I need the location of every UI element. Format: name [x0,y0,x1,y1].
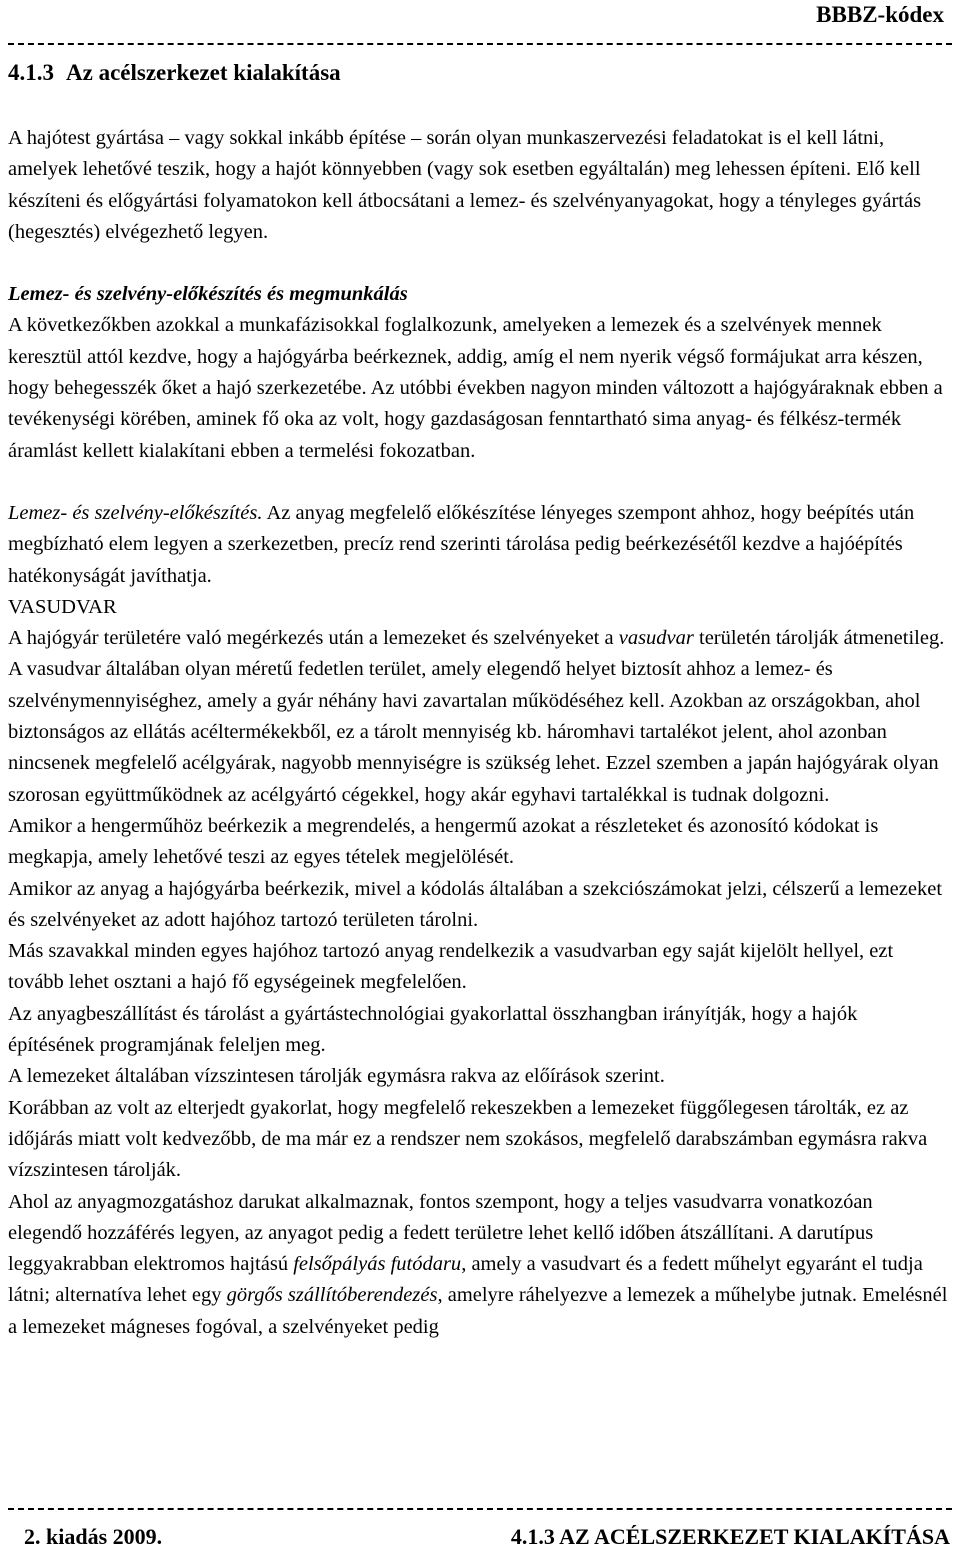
paragraph-delivery: Az anyagbeszállítást és tárolást a gyártástechnológiai gyakorlattal összhangban irányítják, hogy a hajók építésének programjának feleljen meg. [8,1002,858,1057]
section-number: 4.1.3 [8,60,54,85]
footer-edition: 2. kiadás 2009. [24,1524,163,1549]
vasudvar-heading: VASUDVAR [8,595,117,618]
section-title-text: Az acélszerkezet kialakítása [66,60,341,85]
paragraph-history: Korábban az volt az elterjedt gyakorlat, hogy megfelelő rekeszekben a lemezeket függőlegesen tárolták, ez az időjárás miatt volt kedvezőbb, de ma már ez a rendszer nem szokásos, megfelelő darabszámban egymásra rakva vízszintesen tárolják. [8,1096,928,1182]
subheading-prep [8,279,948,310]
term-vasudvar: vasudvar [618,627,694,650]
paragraph-location: Más szavakkal minden egyes hajóhoz tartozó anyag rendelkezik a vasudvarban egy saját kijelölt hellyel, ezt tovább lehet osztani a hajó fő egységeinek megfelelően. [8,940,894,994]
paragraph-stacking: A lemezeket általában vízszintesen tárolják egymásra rakva az előírások szerint. [8,1065,665,1088]
paragraph-intro: A hajótest gyártása – vagy sokkal inkább építése – során olyan munkaszervezési feladatokat is el kell látni, amelyek lehetővé teszik, hogy a hajót könnyebben (vagy sok esetben egyáltalán) meg lehessen építeni. Elő kell készíteni és előgyártási folyamatokon kell átbocsátani a lemez- és szelvényanyagokat, hogy a tényleges gyártás (hegesztés) elvégezhető legyen. [8,127,922,243]
footer-section-ref: 4.1.3 AZ ACÉLSZERKEZET KIALAKÍTÁSA [510,1524,950,1549]
paragraph-arrival: Amikor az anyag a hajógyárba beérkezik, mivel a kódolás általában a szekciószámokat jelzi, célszerű a lemezeket és szelvényeket az adott hajóhoz tartozó területen tárolni. [8,877,943,931]
term-crane: felsőpályás futódaru [293,1253,462,1276]
paragraph-prep-detail [8,498,948,592]
paragraph-cranes-a: Ahol az anyagmozgatáshoz darukat alkalmaznak, fontos szempont, hogy a teljes vasudvarra vonatkozóan elegendő hozzáférés legyen, az anyagot pedig a fedett területre lehet kellő időben átszállítani. A darutípus leggyakrabban elektromos hajtású [8,1190,874,1276]
paragraph-cranes [8,1187,948,1343]
section-title [8,60,341,86]
paragraph-cranes-b: , amely a vasudvart és a fedett műhelyt egyaránt el tudja látni; alternatíva lehet egy [8,1253,923,1307]
paragraph-vasudvar-a: A hajógyár területére való megérkezés után a lemezeket és szelvényeket a [8,627,619,650]
document-code: BBBZ-kódex [816,2,944,27]
paragraph-order: Amikor a hengerműhöz beérkezik a megrendelés, a hengermű azokat a részleteket és azonosító kódokat is megkapja, amely lehetővé teszi az egyes tételek megjelölését. [8,814,879,869]
paragraph-prep-detail-text: Az anyag megfelelő előkészítése lényeges szempont ahhoz, hogy beépítés után megbízható elem legyen a szerkezetben, precíz rend szerinti tárolása pedig beérkezésétől kezdve a hajóépítés hatékonyságát javíthatja. [8,501,915,587]
paragraph-prep: A következőkben azokkal a munkafázisokkal foglalkozunk, amelyeken a lemezek és a szelvények mennek keresztül attól kezdve, hogy a hajógyárba beérkeznek, addig, amíg el nem nyerik végső formájukat arra készen, hogy behegesszék őket a hajó szerkezetébe. Az utóbbi években nagyon minden változott a hajógyáraknak ebben a tevékenységi körében, aminek fő oka az volt, hogy gazdaságosan fenntartható sima anyag- és félkész-termék áramlást kellett kialakítani ebben a termelési fokozatban. [8,314,943,462]
paragraph-vasudvar [8,623,948,811]
footer-divider [8,1508,952,1510]
header-divider [8,43,952,45]
paragraph-vasudvar-b: területén tárolják átmenetileg. A vasudvar általában olyan méretű fedetlen terület, amely elegendő helyet biztosít ahhoz a lemez- és szelvénymennyiséghez, amely a gyár néhány havi zavartalan működéséhez kell. Azokban az országokban, ahol biztonságos az ellátás acéltermékekből, ez a tárolt mennyiség kb. háromhavi tartalékot jelent, ahol azonban nincsenek megfelelő acélgyárak, nagyobb mennyiségre is szükség lehet. Ezzel szemben a japán hajógyárak olyan szorosan együttműködnek az acélgyártó cégekkel, hogy akár egyhavi tartalékkal is tudnak dolgozni. [8,627,945,806]
term-roller: görgős szállítóberendezés [226,1284,438,1307]
subheading-text: Lemez- és szelvény-előkészítés és megmunkálás [8,283,408,306]
paragraph-cranes-c: , amelyre ráhelyezve a lemezek a műhelybe jutnak. Emelésnél a lemezeket mágneses fogóval, a szelvényeket pedig [8,1284,948,1338]
paragraph-lead: Lemez- és szelvény-előkészítés. [8,501,263,524]
body-text [8,123,948,1343]
